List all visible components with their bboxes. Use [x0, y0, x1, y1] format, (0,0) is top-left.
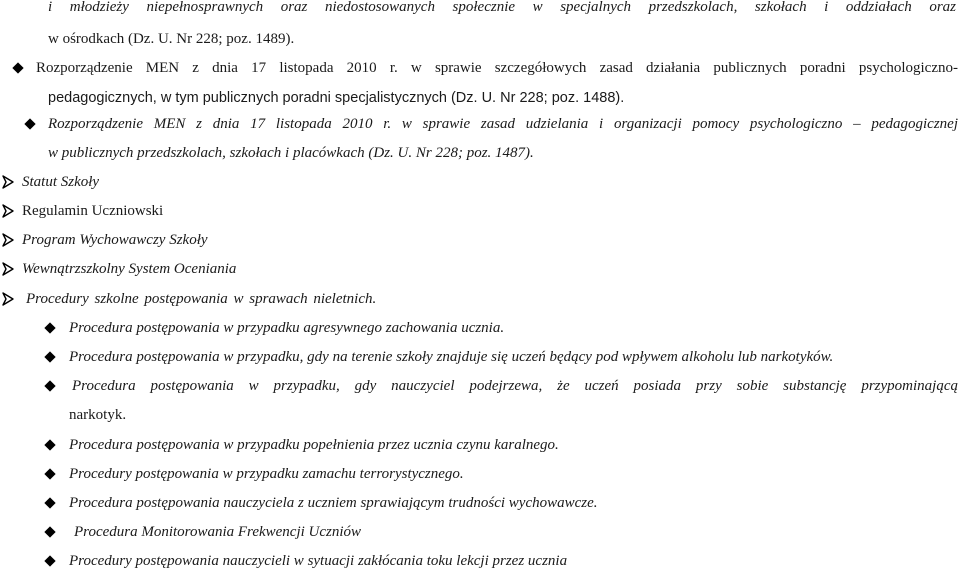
text-line: Regulamin Uczniowski	[22, 203, 164, 219]
diamond-bullet-icon	[42, 522, 58, 542]
text-line: pedagogicznych, w tym publicznych poradni specjalistycznych (Dz. U. Nr 228; poz. 1488).	[48, 90, 625, 106]
text-line: Program Wychowawczy Szkoły	[22, 232, 208, 248]
text-line: Procedura postępowania w przypadku, gdy nauczyciel podejrzewa, że uczeń posiada przy sobie substancję przypominającą	[72, 378, 958, 394]
diamond-bullet-icon	[42, 318, 58, 338]
arrow-bullet-icon	[0, 201, 16, 221]
text-line: w ośrodkach (Dz. U. Nr 228; poz. 1489).	[48, 31, 295, 47]
text-line: Procedury postępowania nauczycieli w sytuacji zakłócania toku lekcji przez ucznia	[69, 553, 568, 569]
text-line: Procedura postępowania w przypadku popełnienia przez ucznia czynu karalnego.	[69, 437, 559, 453]
text-line: Wewnątrzszkolny System Oceniania	[22, 261, 237, 277]
arrow-bullet-icon	[0, 259, 16, 279]
diamond-bullet-icon	[42, 493, 58, 513]
diamond-bullet-icon	[42, 464, 58, 484]
text-line: i młodzieży niepełnosprawnych oraz niedostosowanych społecznie w specjalnych przedszkolach, szkołach i oddziałach oraz	[48, 0, 956, 15]
arrow-bullet-icon	[0, 172, 16, 192]
diamond-bullet-icon	[22, 114, 38, 134]
diamond-bullet-icon	[42, 435, 58, 455]
text-line: Procedury szkolne postępowania w sprawach nieletnich.	[26, 291, 377, 307]
text-line: Procedura postępowania w przypadku, gdy na terenie szkoły znajduje się uczeń będący pod wpływem alkoholu lub narkotyków.	[69, 349, 834, 365]
diamond-bullet-icon	[42, 551, 58, 571]
text-line: narkotyk.	[69, 407, 127, 423]
text-line: Rozporządzenie MEN z dnia 17 listopada 2010 r. w sprawie zasad udzielania i organizacji pomocy psychologiczno – pedagogicznej	[48, 116, 958, 132]
text-line: Rozporządzenie MEN z dnia 17 listopada 2010 r. w sprawie szczegółowych zasad działania publicznych poradni psychologiczno-	[36, 60, 958, 76]
arrow-bullet-icon	[0, 289, 16, 309]
diamond-bullet-icon	[42, 347, 58, 367]
text-line: Statut Szkoły	[22, 174, 100, 190]
text-line: Procedura postępowania nauczyciela z uczniem sprawiającym trudności wychowawcze.	[69, 495, 598, 511]
text-line: Procedura postępowania w przypadku agresywnego zachowania ucznia.	[69, 320, 505, 336]
diamond-bullet-icon	[10, 58, 26, 78]
text-line: Procedura Monitorowania Frekwencji Uczniów	[74, 524, 362, 540]
text-line: w publicznych przedszkolach, szkołach i placówkach (Dz. U. Nr 228; poz. 1487).	[48, 145, 534, 161]
text-line: Procedury postępowania w przypadku zamachu terrorystycznego.	[69, 466, 464, 482]
diamond-bullet-icon	[42, 376, 58, 396]
arrow-bullet-icon	[0, 230, 16, 250]
